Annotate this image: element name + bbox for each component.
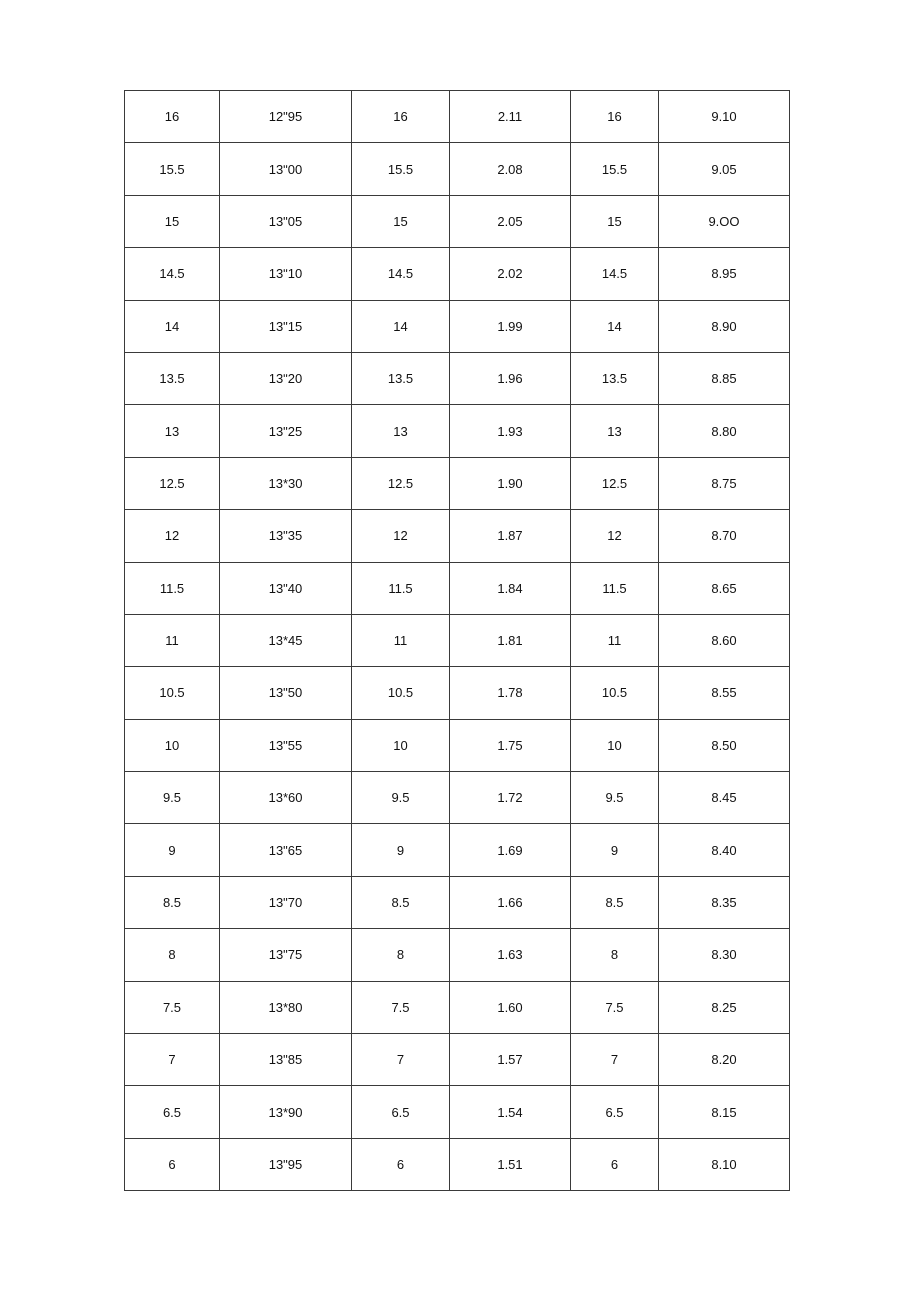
cell-time-a: 13ʺ00 bbox=[220, 143, 352, 195]
cell-score-c: 9.5 bbox=[571, 772, 659, 824]
cell-time-a: 13"95 bbox=[220, 1138, 352, 1190]
cell-value-b: 1.93 bbox=[450, 405, 571, 457]
cell-score-a: 16 bbox=[125, 91, 220, 143]
cell-time-a: 13ʺ10 bbox=[220, 248, 352, 300]
cell-value-b: 1.84 bbox=[450, 562, 571, 614]
cell-score-c: 14 bbox=[571, 300, 659, 352]
cell-score-a: 11 bbox=[125, 614, 220, 666]
cell-score-a: 6.5 bbox=[125, 1086, 220, 1138]
cell-value-c: 8.10 bbox=[659, 1138, 790, 1190]
cell-value-b: 1.99 bbox=[450, 300, 571, 352]
cell-value-b: 2.11 bbox=[450, 91, 571, 143]
cell-value-c: 9.05 bbox=[659, 143, 790, 195]
cell-time-a: 13*90 bbox=[220, 1086, 352, 1138]
cell-score-c: 15.5 bbox=[571, 143, 659, 195]
table-row bbox=[125, 1138, 790, 1190]
score-table-body bbox=[125, 91, 790, 1191]
cell-value-b: 1.57 bbox=[450, 1034, 571, 1086]
cell-value-c: 9.OO bbox=[659, 195, 790, 247]
cell-score-a: 8.5 bbox=[125, 876, 220, 928]
cell-score-a: 14 bbox=[125, 300, 220, 352]
cell-score-c: 12 bbox=[571, 510, 659, 562]
cell-time-a: 13"15 bbox=[220, 300, 352, 352]
cell-score-a: 13 bbox=[125, 405, 220, 457]
cell-score-b: 13 bbox=[352, 405, 450, 457]
cell-time-a: 13*80 bbox=[220, 981, 352, 1033]
cell-value-c: 8.95 bbox=[659, 248, 790, 300]
cell-value-c: 9.10 bbox=[659, 91, 790, 143]
table-row bbox=[125, 719, 790, 771]
cell-score-b: 7 bbox=[352, 1034, 450, 1086]
cell-value-b: 2.05 bbox=[450, 195, 571, 247]
table-row bbox=[125, 1086, 790, 1138]
cell-score-a: 11.5 bbox=[125, 562, 220, 614]
cell-value-c: 8.35 bbox=[659, 876, 790, 928]
cell-value-b: 1.66 bbox=[450, 876, 571, 928]
cell-score-b: 9.5 bbox=[352, 772, 450, 824]
table-row bbox=[125, 91, 790, 143]
cell-score-c: 15 bbox=[571, 195, 659, 247]
table-row bbox=[125, 352, 790, 404]
cell-score-a: 9.5 bbox=[125, 772, 220, 824]
cell-score-b: 15 bbox=[352, 195, 450, 247]
cell-score-a: 9 bbox=[125, 824, 220, 876]
cell-score-c: 10 bbox=[571, 719, 659, 771]
cell-score-a: 12.5 bbox=[125, 457, 220, 509]
table-row bbox=[125, 300, 790, 352]
score-table bbox=[124, 90, 790, 1191]
cell-score-b: 14 bbox=[352, 300, 450, 352]
cell-value-c: 8.55 bbox=[659, 667, 790, 719]
table-row bbox=[125, 143, 790, 195]
cell-score-a: 12 bbox=[125, 510, 220, 562]
cell-value-c: 8.30 bbox=[659, 929, 790, 981]
cell-value-b: 2.02 bbox=[450, 248, 571, 300]
cell-score-c: 8 bbox=[571, 929, 659, 981]
table-row bbox=[125, 1034, 790, 1086]
cell-value-b: 1.90 bbox=[450, 457, 571, 509]
cell-score-b: 16 bbox=[352, 91, 450, 143]
cell-time-a: 13"25 bbox=[220, 405, 352, 457]
cell-value-c: 8.90 bbox=[659, 300, 790, 352]
table-row bbox=[125, 457, 790, 509]
cell-value-b: 1.75 bbox=[450, 719, 571, 771]
table-row bbox=[125, 405, 790, 457]
table-row bbox=[125, 667, 790, 719]
cell-score-c: 13 bbox=[571, 405, 659, 457]
cell-score-a: 15 bbox=[125, 195, 220, 247]
cell-score-a: 6 bbox=[125, 1138, 220, 1190]
cell-time-a: 13*60 bbox=[220, 772, 352, 824]
cell-score-c: 9 bbox=[571, 824, 659, 876]
cell-value-b: 1.81 bbox=[450, 614, 571, 666]
cell-score-b: 11.5 bbox=[352, 562, 450, 614]
cell-value-c: 8.20 bbox=[659, 1034, 790, 1086]
cell-value-b: 1.54 bbox=[450, 1086, 571, 1138]
cell-score-b: 12.5 bbox=[352, 457, 450, 509]
cell-value-b: 1.69 bbox=[450, 824, 571, 876]
cell-score-c: 8.5 bbox=[571, 876, 659, 928]
cell-time-a: 13"35 bbox=[220, 510, 352, 562]
cell-value-b: 1.96 bbox=[450, 352, 571, 404]
cell-score-c: 10.5 bbox=[571, 667, 659, 719]
cell-value-c: 8.60 bbox=[659, 614, 790, 666]
cell-score-b: 11 bbox=[352, 614, 450, 666]
cell-score-a: 15.5 bbox=[125, 143, 220, 195]
cell-time-a: 13"85 bbox=[220, 1034, 352, 1086]
cell-value-c: 8.75 bbox=[659, 457, 790, 509]
cell-score-c: 16 bbox=[571, 91, 659, 143]
cell-score-b: 6 bbox=[352, 1138, 450, 1190]
cell-score-b: 14.5 bbox=[352, 248, 450, 300]
table-row bbox=[125, 824, 790, 876]
cell-score-b: 13.5 bbox=[352, 352, 450, 404]
cell-score-c: 14.5 bbox=[571, 248, 659, 300]
cell-time-a: 13"40 bbox=[220, 562, 352, 614]
cell-score-b: 9 bbox=[352, 824, 450, 876]
cell-value-b: 1.60 bbox=[450, 981, 571, 1033]
cell-score-c: 7.5 bbox=[571, 981, 659, 1033]
cell-value-b: 1.87 bbox=[450, 510, 571, 562]
cell-score-c: 12.5 bbox=[571, 457, 659, 509]
cell-score-a: 7 bbox=[125, 1034, 220, 1086]
cell-score-a: 10 bbox=[125, 719, 220, 771]
cell-score-b: 8.5 bbox=[352, 876, 450, 928]
cell-score-b: 7.5 bbox=[352, 981, 450, 1033]
cell-value-b: 1.63 bbox=[450, 929, 571, 981]
cell-score-b: 15.5 bbox=[352, 143, 450, 195]
cell-time-a: 13*45 bbox=[220, 614, 352, 666]
table-row bbox=[125, 929, 790, 981]
cell-value-b: 1.72 bbox=[450, 772, 571, 824]
cell-score-c: 11.5 bbox=[571, 562, 659, 614]
cell-score-c: 7 bbox=[571, 1034, 659, 1086]
cell-value-b: 1.78 bbox=[450, 667, 571, 719]
cell-score-a: 8 bbox=[125, 929, 220, 981]
cell-score-c: 6 bbox=[571, 1138, 659, 1190]
cell-time-a: 13"50 bbox=[220, 667, 352, 719]
cell-score-b: 12 bbox=[352, 510, 450, 562]
table-row bbox=[125, 876, 790, 928]
cell-score-a: 10.5 bbox=[125, 667, 220, 719]
cell-score-b: 10 bbox=[352, 719, 450, 771]
cell-score-a: 7.5 bbox=[125, 981, 220, 1033]
table-row bbox=[125, 772, 790, 824]
cell-time-a: 13*30 bbox=[220, 457, 352, 509]
cell-value-b: 1.51 bbox=[450, 1138, 571, 1190]
cell-value-c: 8.50 bbox=[659, 719, 790, 771]
cell-score-b: 8 bbox=[352, 929, 450, 981]
table-row bbox=[125, 195, 790, 247]
cell-score-b: 6.5 bbox=[352, 1086, 450, 1138]
table-row bbox=[125, 981, 790, 1033]
cell-value-c: 8.80 bbox=[659, 405, 790, 457]
cell-time-a: 13ʺ20 bbox=[220, 352, 352, 404]
cell-value-c: 8.65 bbox=[659, 562, 790, 614]
cell-value-c: 8.85 bbox=[659, 352, 790, 404]
cell-value-c: 8.25 bbox=[659, 981, 790, 1033]
cell-value-c: 8.15 bbox=[659, 1086, 790, 1138]
table-row bbox=[125, 614, 790, 666]
cell-time-a: 12"95 bbox=[220, 91, 352, 143]
cell-value-c: 8.70 bbox=[659, 510, 790, 562]
cell-value-c: 8.40 bbox=[659, 824, 790, 876]
cell-time-a: 13"70 bbox=[220, 876, 352, 928]
cell-score-a: 14.5 bbox=[125, 248, 220, 300]
cell-score-c: 6.5 bbox=[571, 1086, 659, 1138]
cell-score-a: 13.5 bbox=[125, 352, 220, 404]
cell-value-b: 2.08 bbox=[450, 143, 571, 195]
cell-score-b: 10.5 bbox=[352, 667, 450, 719]
cell-score-c: 11 bbox=[571, 614, 659, 666]
cell-value-c: 8.45 bbox=[659, 772, 790, 824]
table-row bbox=[125, 562, 790, 614]
cell-time-a: 13"55 bbox=[220, 719, 352, 771]
cell-time-a: 13"75 bbox=[220, 929, 352, 981]
table-row bbox=[125, 510, 790, 562]
cell-score-c: 13.5 bbox=[571, 352, 659, 404]
cell-time-a: 13"05 bbox=[220, 195, 352, 247]
cell-time-a: 13"65 bbox=[220, 824, 352, 876]
table-row bbox=[125, 248, 790, 300]
